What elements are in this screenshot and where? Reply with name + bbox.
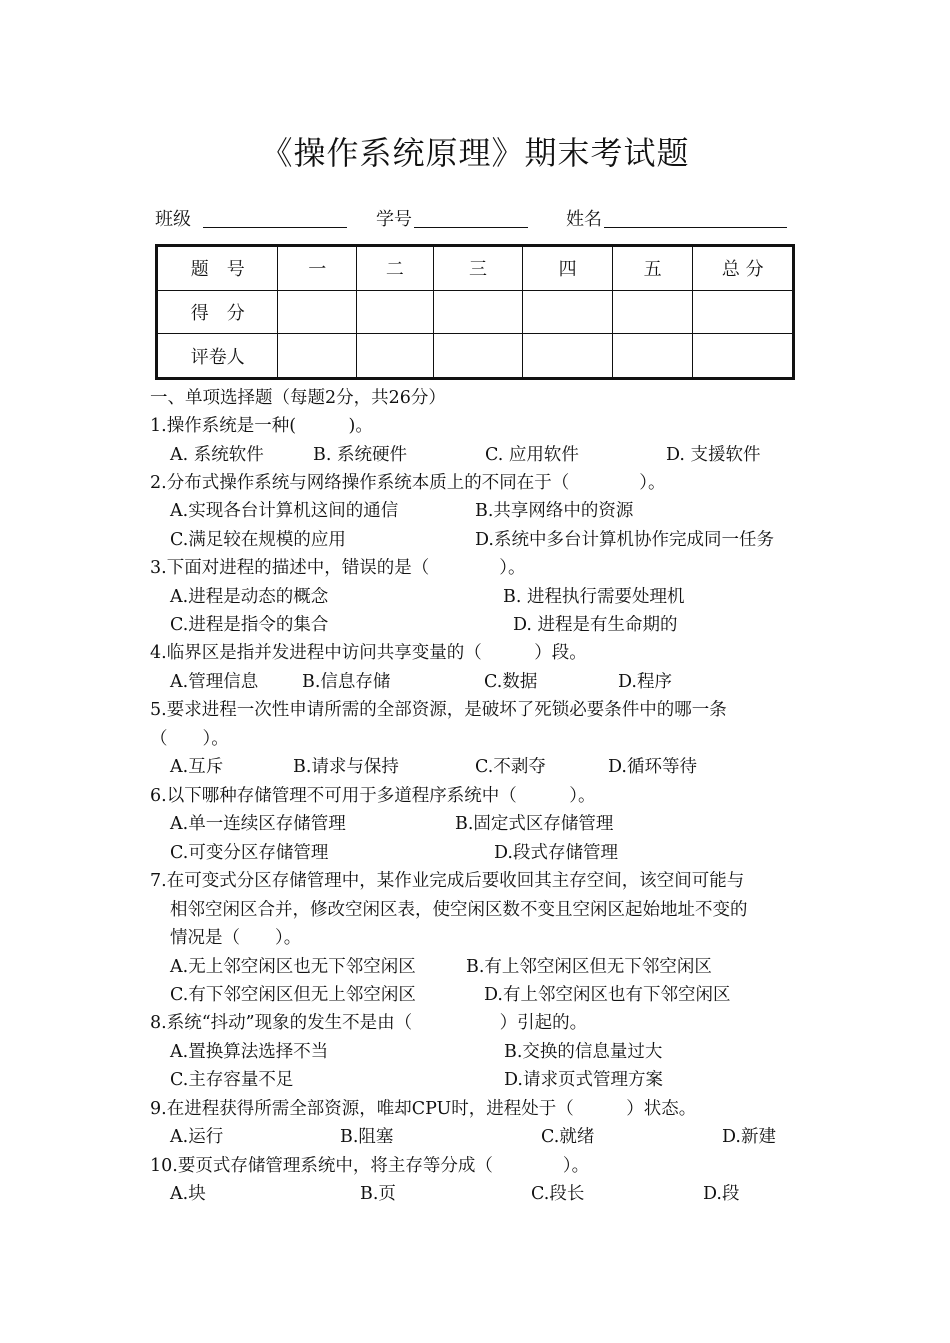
option-text: D.系统中多台计算机协作完成同一任务 [475,530,774,550]
header-cell-4: 四 [523,246,613,291]
option-text: B.阻塞 [340,1127,394,1147]
option-text: C.主存容量不足 [170,1070,294,1090]
option-text: C.可变分区存储管理 [170,843,329,863]
header-cell-2: 二 [357,246,434,291]
grader-cell [523,334,613,379]
question-text: 9.在进程获得所需全部资源，唯却CPU时，进程处于（ ）状态。 [150,1099,697,1119]
student-id-label: 学号 [376,209,412,230]
option-text: D.请求页式管理方案 [504,1070,663,1090]
class-blank [203,227,347,228]
option-text: A.管理信息 [170,672,259,692]
option-text: C.不剥夺 [475,757,546,777]
score-cell [693,290,794,333]
option-text: D. 进程是有生命期的 [513,615,678,635]
option-text: A.块 [170,1184,206,1204]
question-text: 3.下面对进程的描述中，错误的是（ ）。 [150,558,526,578]
score-cell [278,290,357,333]
option-text: B. 系统硬件 [313,445,407,465]
header-cell-question-number: 题 号 [157,246,278,291]
question-text: 2.分布式操作系统与网络操作系统本质上的不同在于（ ）。 [150,473,666,493]
question-text: 5.要求进程一次性申请所需的全部资源，是破坏了死锁必要条件中的哪一条 [150,700,727,720]
option-text: D.程序 [618,672,672,692]
name-label: 姓名 [566,209,602,230]
question-text: 4.临界区是指并发进程中访问共享变量的（ ）段。 [150,643,587,663]
option-text: C.有下邻空闲区但无上邻空闲区 [170,985,416,1005]
option-text: B.请求与保持 [293,757,399,777]
option-text: A.互斥 [170,757,224,777]
option-text: A.实现各台计算机这间的通信 [170,501,399,521]
name-blank [604,227,787,228]
question-text: 10.要页式存储管理系统中，将主存等分成（ ）。 [150,1156,590,1176]
option-text: B.页 [360,1184,396,1204]
section-title: 一、单项选择题（每题2分，共26分） [150,388,446,408]
grader-cell [693,334,794,379]
option-text: C. 应用软件 [485,445,579,465]
option-text: C.满足较在规模的应用 [170,530,346,550]
grader-row-label: 评卷人 [157,334,278,379]
option-text: A.进程是动态的概念 [170,587,329,607]
option-text: A.运行 [170,1127,224,1147]
question-text-continued: （ ）。 [150,729,229,749]
student-id-blank [414,227,528,228]
grader-cell [357,334,434,379]
question-text: 6.以下哪种存储管理不可用于多道程序系统中（ ）。 [150,786,596,806]
question-text: 7.在可变式分区存储管理中，某作业完成后要收回其主存空间，该空间可能与 [150,871,745,891]
option-text: A.置换算法选择不当 [170,1042,329,1062]
header-cell-3: 三 [433,246,523,291]
option-text: A.单一连续区存储管理 [170,814,346,834]
score-cell [523,290,613,333]
option-text: C.段长 [531,1184,585,1204]
option-text: B.固定式区存储管理 [455,814,614,834]
score-table [155,244,795,380]
option-text: D.段式存储管理 [494,843,618,863]
option-text: D.循环等待 [608,757,697,777]
option-text: B.信息存储 [302,672,391,692]
question-text: 8.系统“抖动”现象的发生不是由（ ）引起的。 [150,1013,588,1033]
option-text: D.段 [703,1184,740,1204]
grader-row [157,334,794,379]
exam-title: 《操作系统原理》期末考试题 [260,134,690,172]
score-row [157,290,794,333]
option-text: D.有上邻空闲区也有下邻空闲区 [484,985,731,1005]
option-text: A.无上邻空闲区也无下邻空闲区 [170,957,416,977]
header-cell-total: 总 分 [693,246,794,291]
header-cell-5: 五 [612,246,693,291]
option-text: D. 支援软件 [666,445,761,465]
option-text: B.交换的信息量过大 [504,1042,663,1062]
option-text: D.新建 [722,1127,776,1147]
option-text: B.共享网络中的资源 [475,501,634,521]
option-text: C.就绪 [541,1127,595,1147]
score-row-label: 得 分 [157,290,278,333]
score-cell [433,290,523,333]
option-text: C.数据 [484,672,538,692]
option-text: C.进程是指令的集合 [170,615,329,635]
score-table-header-row [157,246,794,291]
class-label: 班级 [155,209,191,230]
question-text: 1.操作系统是一种( )。 [150,416,373,436]
score-cell [357,290,434,333]
score-cell [612,290,693,333]
question-text-continued: 情况是（ ）。 [170,928,302,948]
question-text-continued: 相邻空闲区合并，修改空闲区表，使空闲区数不变且空闲区起始地址不变的 [170,900,748,920]
option-text: A. 系统软件 [170,445,264,465]
grader-cell [433,334,523,379]
grader-cell [612,334,693,379]
option-text: B. 进程执行需要处理机 [503,587,685,607]
option-text: B.有上邻空闲区但无下邻空闲区 [466,957,712,977]
grader-cell [278,334,357,379]
header-cell-1: 一 [278,246,357,291]
